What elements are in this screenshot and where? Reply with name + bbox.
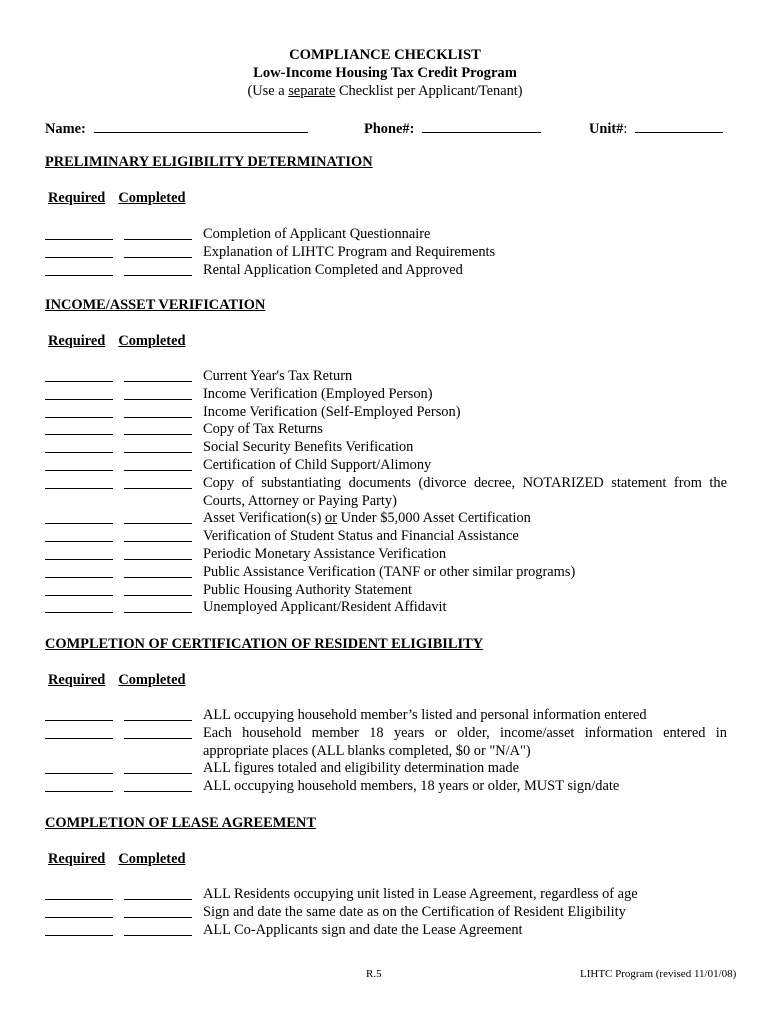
- checklist-item: [45, 725, 727, 761]
- completed-blank[interactable]: [124, 523, 192, 524]
- completed-blank[interactable]: [124, 595, 192, 596]
- applicant-fields: [45, 118, 727, 138]
- note-text-start: (Use a: [247, 83, 289, 99]
- item-text: Copy of substantiating documents (divorce decree, NOTARIZED statement from the Courts, Attorney or Paying Party): [203, 474, 727, 509]
- item-text: ALL Residents occupying unit listed in Lease Agreement, regardless of age: [203, 886, 638, 902]
- completed-blank[interactable]: [124, 452, 192, 453]
- asset-text-start: Asset Verification(s): [203, 510, 326, 527]
- document-header: [0, 46, 770, 100]
- completed-blank[interactable]: [124, 577, 192, 578]
- item-text: Explanation of LIHTC Program and Requirements: [203, 243, 496, 260]
- required-blank[interactable]: [45, 239, 113, 240]
- item-text: [203, 510, 727, 528]
- phone-blank-line[interactable]: [422, 118, 541, 133]
- document-subtitle: Low-Income Housing Tax Credit Program: [253, 65, 517, 81]
- unit-field[interactable]: [589, 118, 723, 138]
- checklist-item: [45, 421, 727, 439]
- item-text: ALL figures totaled and eligibility determination made: [203, 760, 519, 777]
- name-blank-line[interactable]: [94, 118, 308, 133]
- completed-blank[interactable]: [124, 381, 192, 382]
- completed-blank[interactable]: [124, 470, 192, 471]
- checklist-item: [45, 475, 727, 511]
- column-headers: [45, 190, 185, 207]
- completed-header: Completed: [118, 851, 186, 867]
- checklist-item: [45, 582, 727, 600]
- section-title-certification: COMPLETION OF CERTIFICATION OF RESIDENT ELIGIBILITY: [45, 636, 484, 652]
- phone-field[interactable]: [364, 118, 541, 138]
- completed-blank[interactable]: [124, 239, 192, 240]
- completed-blank[interactable]: [124, 720, 192, 721]
- required-blank[interactable]: [45, 257, 113, 258]
- asset-text-end: Under $5,000 Asset Certification: [337, 510, 531, 527]
- completed-blank[interactable]: [124, 899, 192, 900]
- completed-header: Completed: [118, 190, 186, 206]
- item-text: Completion of Applicant Questionnaire: [203, 226, 431, 242]
- completed-blank[interactable]: [124, 275, 192, 276]
- item-text: ALL occupying household member’s listed and personal information entered: [203, 707, 647, 723]
- item-text: Public Housing Authority Statement: [203, 581, 413, 598]
- name-label: Name:: [45, 121, 86, 137]
- required-blank[interactable]: [45, 541, 113, 542]
- checklist-item: [45, 510, 727, 528]
- required-blank[interactable]: [45, 935, 113, 936]
- item-text: Unemployed Applicant/Resident Affidavit: [203, 599, 447, 616]
- checklist-item: [45, 599, 727, 617]
- completed-blank[interactable]: [124, 791, 192, 792]
- column-headers: [45, 333, 185, 350]
- lease-items: [45, 886, 727, 939]
- required-blank[interactable]: [45, 559, 113, 560]
- required-blank[interactable]: [45, 738, 113, 739]
- completed-blank[interactable]: [124, 612, 192, 613]
- completed-blank[interactable]: [124, 559, 192, 560]
- item-text: Each household member 18 years or older, income/asset information entered in appropriate places (ALL blanks completed, $0 or "N/A"): [203, 724, 727, 759]
- income-items: [45, 368, 727, 617]
- required-blank[interactable]: [45, 595, 113, 596]
- checklist-item: [45, 707, 727, 725]
- item-text: ALL Co-Applicants sign and date the Lease Agreement: [203, 921, 523, 938]
- section-title-income: INCOME/ASSET VERIFICATION: [45, 297, 266, 313]
- section-title-preliminary: PRELIMINARY ELIGIBILITY DETERMINATION: [45, 154, 373, 170]
- phone-label: Phone#:: [364, 121, 415, 137]
- checklist-item: [45, 886, 727, 904]
- column-headers: [45, 851, 185, 868]
- required-blank[interactable]: [45, 275, 113, 276]
- checklist-item: [45, 386, 727, 404]
- checklist-item: [45, 778, 727, 796]
- required-blank[interactable]: [45, 381, 113, 382]
- required-blank[interactable]: [45, 470, 113, 471]
- checklist-item: [45, 760, 727, 778]
- required-blank[interactable]: [45, 612, 113, 613]
- required-blank[interactable]: [45, 917, 113, 918]
- completed-blank[interactable]: [124, 917, 192, 918]
- item-text: Social Security Benefits Verification: [203, 439, 414, 456]
- required-blank[interactable]: [45, 523, 113, 524]
- unit-blank-line[interactable]: [635, 118, 723, 133]
- checklist-item: [45, 457, 727, 475]
- required-header: Required: [48, 190, 106, 206]
- document-title: COMPLIANCE CHECKLIST: [289, 47, 481, 63]
- item-text: Income Verification (Employed Person): [203, 385, 433, 402]
- required-blank[interactable]: [45, 417, 113, 418]
- required-header: Required: [48, 672, 106, 688]
- checklist-item: [45, 262, 727, 280]
- note-text-end: Checklist per Applicant/Tenant): [335, 83, 523, 99]
- checklist-item: [45, 404, 727, 422]
- completed-blank[interactable]: [124, 935, 192, 936]
- checklist-item: [45, 528, 727, 546]
- required-blank[interactable]: [45, 488, 113, 489]
- required-blank[interactable]: [45, 773, 113, 774]
- completed-blank[interactable]: [124, 417, 192, 418]
- checklist-item: [45, 244, 727, 262]
- completed-blank[interactable]: [124, 434, 192, 435]
- checklist-item: [45, 226, 727, 244]
- required-blank[interactable]: [45, 791, 113, 792]
- document-note: [0, 82, 770, 100]
- item-text: Public Assistance Verification (TANF or other similar programs): [203, 563, 576, 580]
- completed-blank[interactable]: [124, 488, 192, 489]
- item-text: Verification of Student Status and Financial Assistance: [203, 528, 519, 545]
- column-headers: [45, 672, 185, 689]
- section-title-lease: COMPLETION OF LEASE AGREEMENT: [45, 815, 316, 831]
- preliminary-items: [45, 226, 727, 279]
- unit-label-colon: :: [623, 121, 628, 137]
- checklist-item: [45, 564, 727, 582]
- completed-blank[interactable]: [124, 773, 192, 774]
- item-text: Sign and date the same date as on the Certification of Resident Eligibility: [203, 903, 626, 920]
- completed-blank[interactable]: [124, 399, 192, 400]
- revision-note: LIHTC Program (revised 11/01/08): [580, 968, 737, 980]
- item-text: ALL occupying household members, 18 years or older, MUST sign/date: [203, 778, 620, 795]
- name-field[interactable]: [45, 118, 308, 138]
- completed-blank[interactable]: [124, 738, 192, 739]
- item-text: Rental Application Completed and Approved: [203, 261, 463, 278]
- item-text: Certification of Child Support/Alimony: [203, 456, 432, 473]
- required-blank[interactable]: [45, 434, 113, 435]
- item-text: Copy of Tax Returns: [203, 421, 323, 438]
- required-blank[interactable]: [45, 899, 113, 900]
- required-header: Required: [48, 851, 106, 867]
- required-blank[interactable]: [45, 577, 113, 578]
- unit-label: Unit#: [589, 121, 624, 137]
- item-text: Periodic Monetary Assistance Verification: [203, 545, 447, 562]
- checklist-item: [45, 368, 727, 386]
- required-blank[interactable]: [45, 399, 113, 400]
- item-text: Income Verification (Self-Employed Person): [203, 403, 461, 420]
- item-text: Current Year's Tax Return: [203, 368, 353, 384]
- required-header: Required: [48, 333, 106, 349]
- checklist-item: [45, 922, 727, 940]
- completed-header: Completed: [118, 672, 186, 688]
- asset-emphasis: or: [325, 510, 338, 527]
- page-number: R.5: [366, 968, 382, 980]
- required-blank[interactable]: [45, 720, 113, 721]
- note-emphasis: separate: [288, 83, 336, 99]
- checklist-item: [45, 439, 727, 457]
- certification-items: [45, 707, 727, 796]
- checklist-item: [45, 904, 727, 922]
- checklist-item: [45, 546, 727, 564]
- completed-blank[interactable]: [124, 541, 192, 542]
- completed-blank[interactable]: [124, 257, 192, 258]
- completed-header: Completed: [118, 333, 186, 349]
- required-blank[interactable]: [45, 452, 113, 453]
